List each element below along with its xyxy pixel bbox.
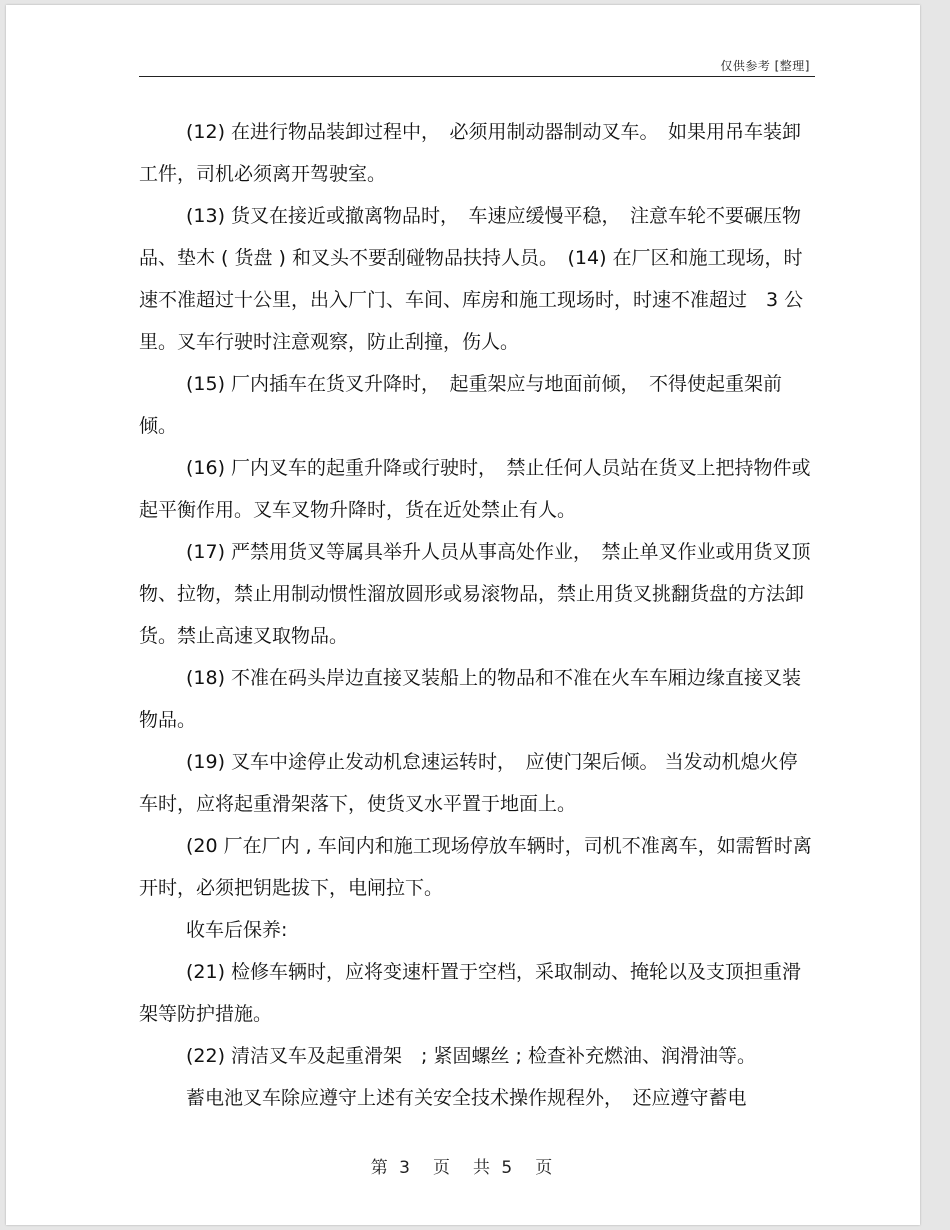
paragraph-battery-forklift: 蓄电池叉车除应遵守上述有关安全技术操作规程外， 还应遵守蓄电	[186, 1087, 747, 1109]
paragraph-21: (21) 检修车辆时，应将变速杆置于空档，采取制动、掩轮以及支顶担重滑架等防护措施。	[139, 961, 802, 1025]
paragraph-17: (17) 严禁用货叉等属具举升人员从事高处作业， 禁止单叉作业或用货叉顶物、拉物，禁止用制动惯性溜放圆形或易滚物品，禁止用货叉挑翻货盘的方法卸货。禁止高速叉取物品。	[139, 541, 811, 647]
paragraph-15: (15) 厂内插车在货叉升降时， 起重架应与地面前倾， 不得使起重架前倾。	[139, 373, 783, 437]
header-note: 仅供参考 [整理]	[720, 59, 810, 73]
paragraph-20: (20 厂在厂内 , 车间内和施工现场停放车辆时，司机不准离车，如需暂时离开时，必须把钥匙拔下，电闸拉下。	[139, 835, 812, 899]
document-body	[139, 111, 815, 1119]
paragraph-18: (18) 不准在码头岸边直接叉装船上的物品和不准在火车车厢边缘直接叉装物品。	[139, 667, 802, 731]
header-divider	[139, 76, 815, 77]
paragraph-13-14: (13) 货叉在接近或撤离物品时， 车速应缓慢平稳， 注意车轮不要碾压物品、垫木 ( 货盘 ) 和叉头不要刮碰物品扶持人员。 (14) 在厂区和施工现场，时速不准超过十公里，出入厂门、车间、库房和施工现场时，时速不准超过 3 公里。叉车行驶时注意观察，防止刮撞，伤人。	[139, 205, 804, 353]
section-heading-maintenance: 收车后保养:	[186, 919, 288, 941]
paragraph-16: (16) 厂内叉车的起重升降或行驶时， 禁止任何人员站在货叉上把持物件或起平衡作用。叉车叉物升降时，货在近处禁止有人。	[139, 457, 811, 521]
paragraph-22: (22) 清洁叉车及起重滑架 ; 紧固螺丝 ; 检查补充燃油、润滑油等。	[186, 1045, 756, 1067]
paragraph-19: (19) 叉车中途停止发动机怠速运转时， 应使门架后倾。 当发动机熄火停车时，应将起重滑架落下，使货叉水平置于地面上。	[139, 751, 798, 815]
document-page	[6, 5, 920, 1225]
page-number: 第 3 页 共 5 页	[370, 1158, 556, 1178]
paragraph-12: (12) 在进行物品装卸过程中， 必须用制动器制动叉车。 如果用吊车装卸工件，司机必须离开驾驶室。	[139, 121, 802, 185]
